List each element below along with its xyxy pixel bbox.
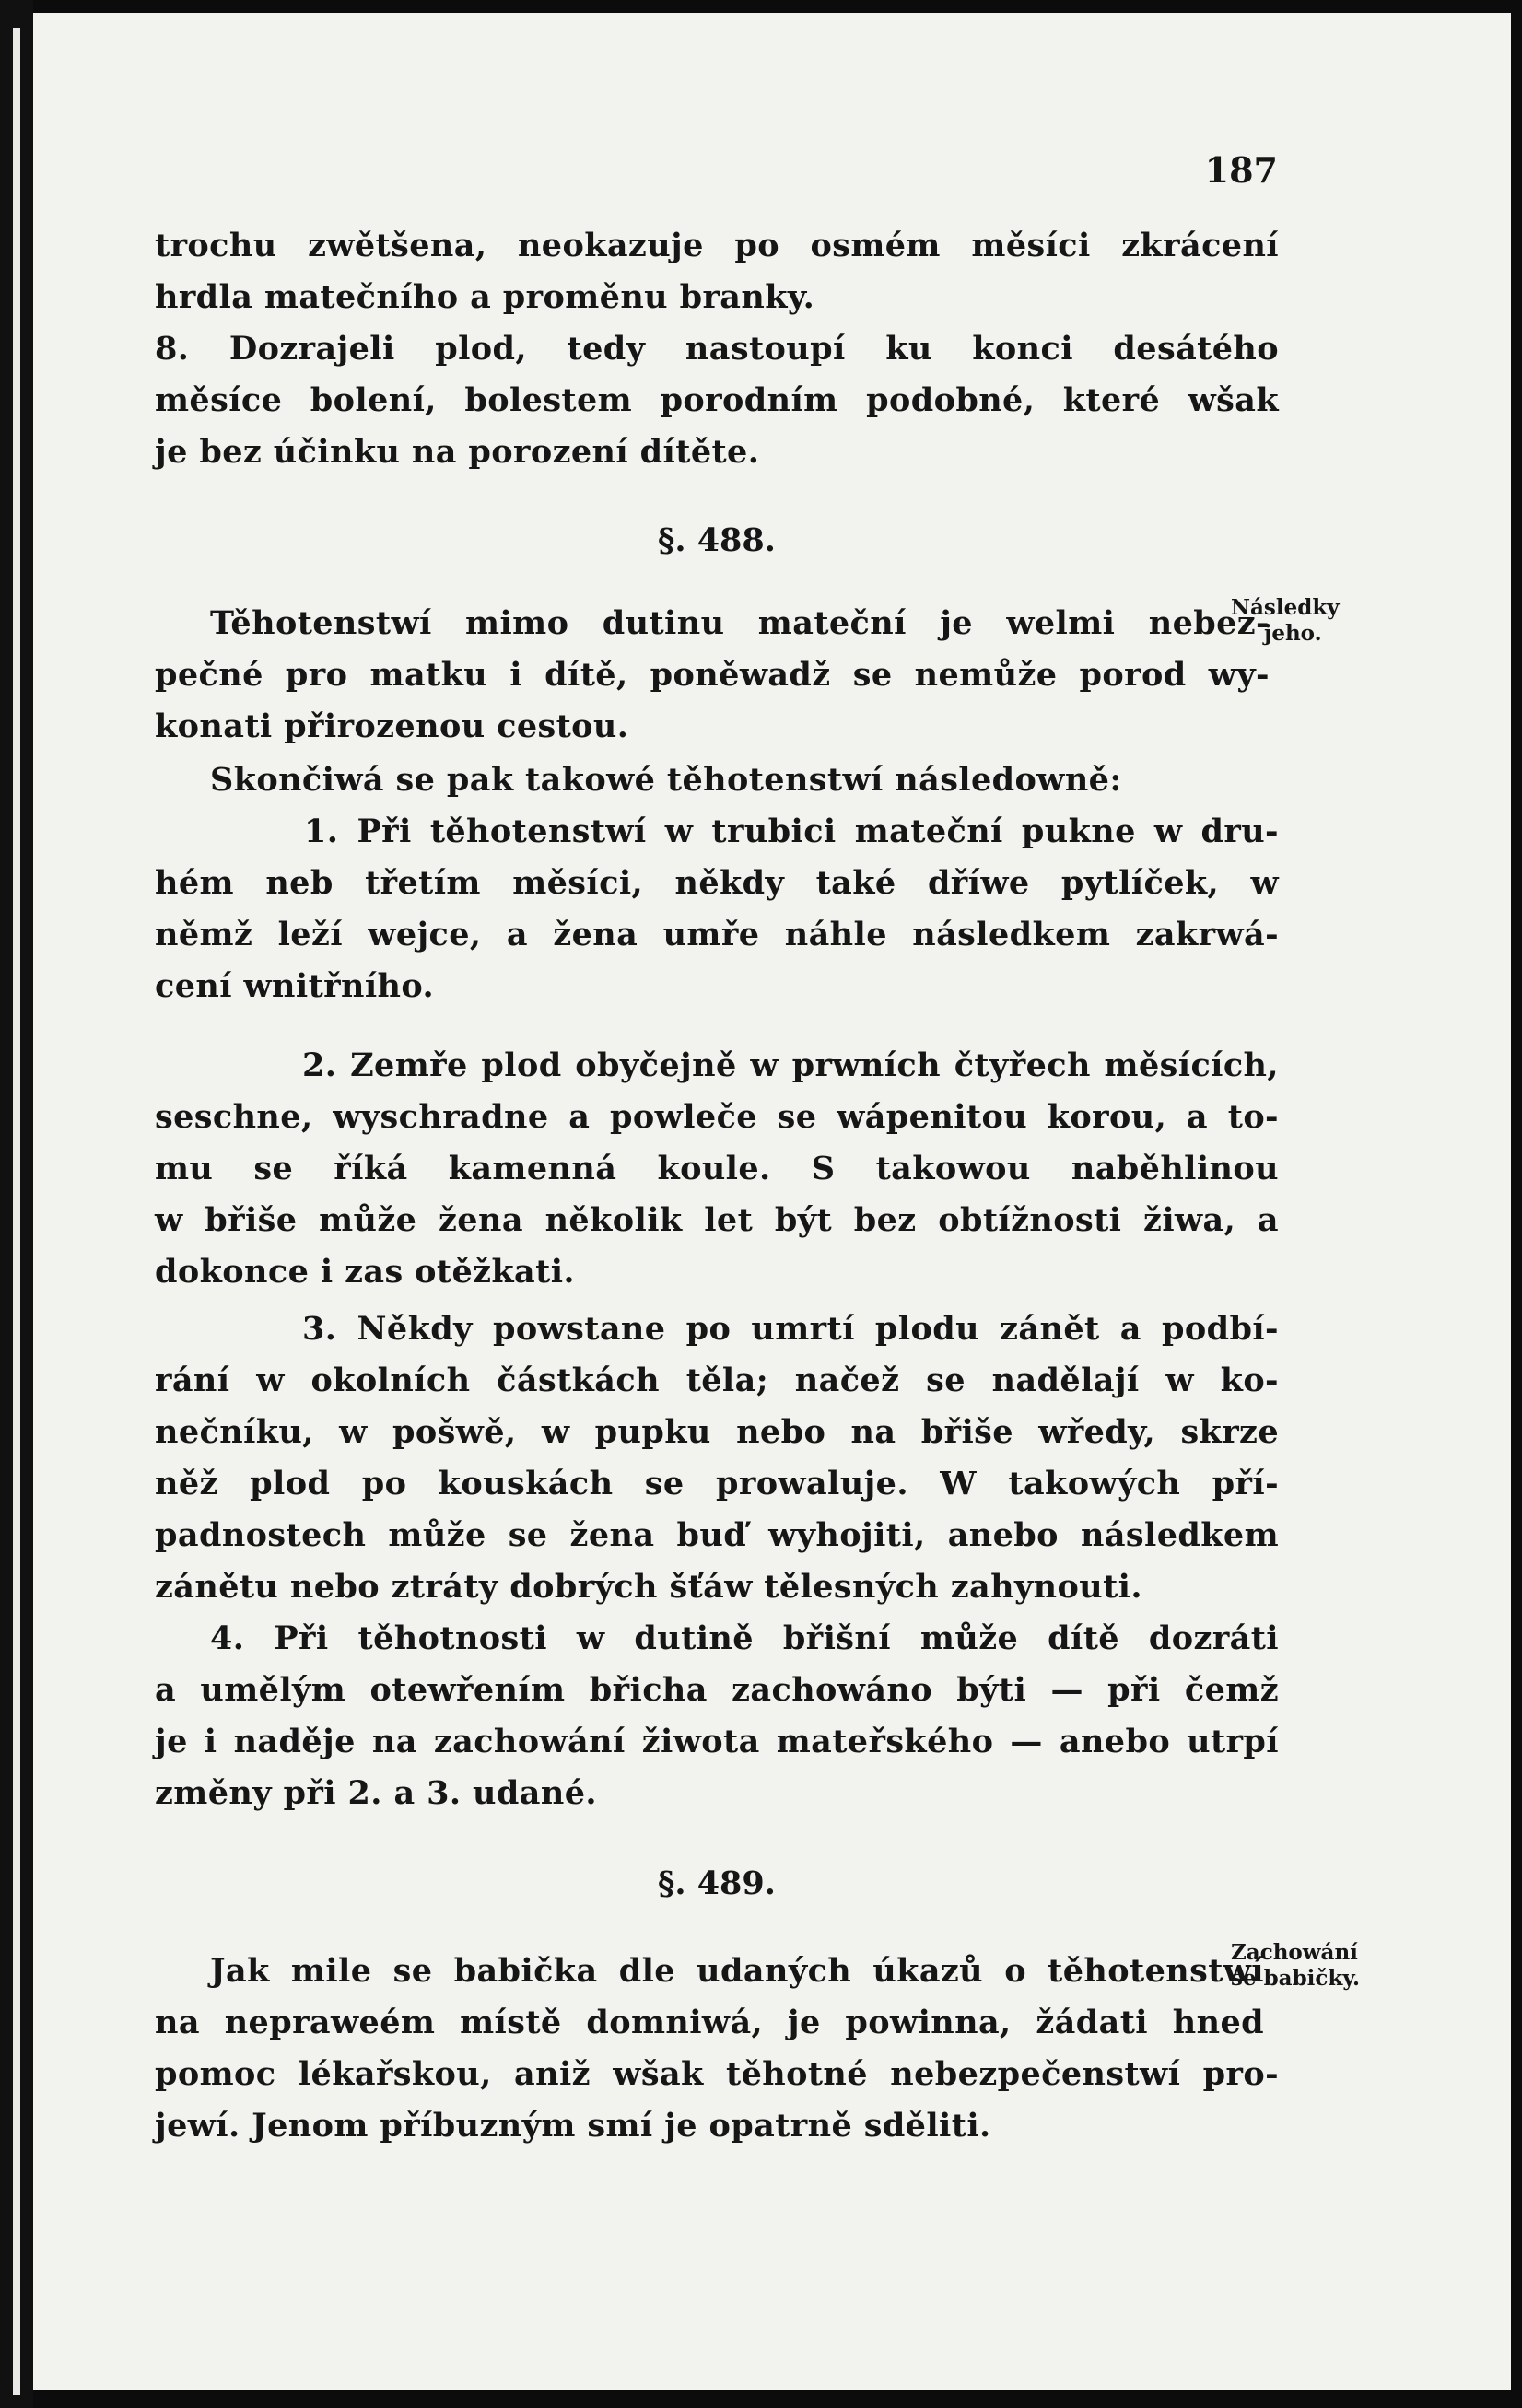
section-heading-489: §. 489. xyxy=(658,1864,776,1902)
text-line: měsíce bolení, bolestem porodním podobné, které wšak xyxy=(155,381,1279,419)
text-line: cení wnitřního. xyxy=(155,967,435,1005)
scan-left-strip xyxy=(13,28,20,2395)
text-line: Těhotenstwí mimo dutinu mateční je welmi nebez- xyxy=(210,604,1270,642)
text-line: nečníku, w pošwě, w pupku nebo na břiše wředy, skrze xyxy=(155,1413,1279,1451)
text-line: pomoc lékařskou, aniž wšak těhotné nebezpečenstwí pro- xyxy=(155,2055,1279,2093)
text-line: trochu zwětšena, neokazuje po osmém měsíci zkrácení xyxy=(155,227,1279,264)
text-line: němž leží wejce, a žena umře náhle následkem zakrwá- xyxy=(155,916,1279,953)
text-line: w břiše může žena několik let být bez obtížnosti žiwa, a xyxy=(155,1201,1279,1239)
text-line: zánětu nebo ztráty dobrých šťáw tělesných zahynouti. xyxy=(155,1568,1142,1606)
text-line: konati přirozenou cestou. xyxy=(155,707,629,745)
margin-note-line: Zachowání xyxy=(1231,1940,1358,1965)
text-line: pečné pro matku i dítě, poněwadž se nemůže porod wy- xyxy=(155,656,1270,694)
text-line: jewí. Jenom příbuzným smí je opatrně sděliti. xyxy=(155,2107,991,2145)
text-line: mu se říká kamenná koule. S takowou naběhlinou xyxy=(155,1150,1279,1187)
text-line: něž plod po kouskách se prowaluje. W takowých pří- xyxy=(155,1465,1279,1502)
text-line: Skončiwá se pak takowé těhotenstwí následowně: xyxy=(210,761,1122,799)
text-line: Jak mile se babička dle udaných úkazů o těhotenstwí xyxy=(210,1952,1264,1990)
text-line: seschne, wyschradne a powleče se wápenitou korou, a to- xyxy=(155,1098,1279,1136)
book-page xyxy=(33,13,1511,2390)
text-line: je i naděje na zachowání žiwota mateřského — anebo utrpí xyxy=(155,1723,1279,1760)
margin-note-line: jeho. xyxy=(1264,621,1322,646)
text-line: je bez účinku na porození dítěte. xyxy=(155,433,760,471)
section-heading-488: §. 488. xyxy=(658,521,776,559)
text-line: dokonce i zas otěžkati. xyxy=(155,1253,575,1291)
page-number: 187 xyxy=(1204,149,1278,191)
margin-note-line: se babičky. xyxy=(1231,1966,1361,1991)
margin-note-line: Následky xyxy=(1231,595,1340,620)
text-line: 1. Při těhotenstwí w trubici mateční pukne w dru- xyxy=(304,812,1279,850)
text-line: 4. Při těhotnosti w dutině břišní může dítě dozráti xyxy=(210,1619,1279,1657)
text-line: a umělým otewřením břicha zachowáno býti — při čemž xyxy=(155,1671,1279,1709)
text-line: změny při 2. a 3. udané. xyxy=(155,1774,597,1812)
text-line: na nepraweém místě domniwá, je powinna, žádati hned xyxy=(155,2004,1264,2041)
text-line: 3. Někdy powstane po umrtí plodu zánět a podbí- xyxy=(302,1310,1279,1348)
text-line: hém neb třetím měsíci, někdy také dříwe pytlíček, w xyxy=(155,864,1279,902)
text-line: 8. Dozrajeli plod, tedy nastoupí ku konci desátého xyxy=(155,330,1279,368)
text-line: hrdla matečního a proměnu branky. xyxy=(155,278,815,316)
text-line: rání w okolních částkách těla; načež se nadělají w ko- xyxy=(155,1362,1279,1399)
text-line: padnostech může se žena buď wyhojiti, anebo následkem xyxy=(155,1516,1279,1554)
text-line: 2. Zemře plod obyčejně w prwních čtyřech měsících, xyxy=(302,1046,1279,1084)
